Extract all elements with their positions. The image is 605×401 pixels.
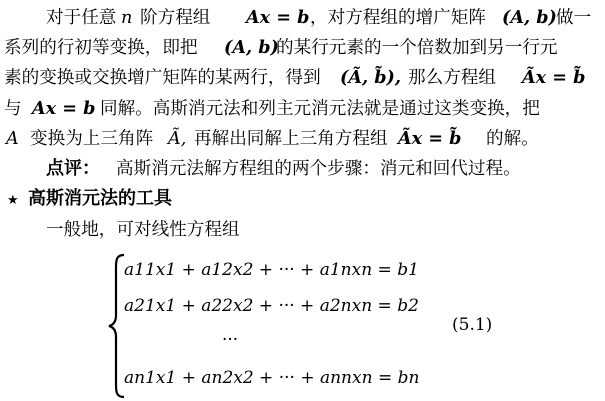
math-n: n xyxy=(121,8,133,28)
text-segment: 与 xyxy=(4,99,22,119)
remark-text: 高斯消元法解方程组的两个步骤：消元和回代过程。 xyxy=(116,159,521,179)
remark-label: 点评： xyxy=(46,158,100,179)
math-A-tilde: Ã, xyxy=(168,129,187,149)
math-A: A xyxy=(6,129,19,149)
text-segment: ，对方程组的增广矩阵 xyxy=(310,8,486,28)
math-equation: Ax = b xyxy=(246,7,310,28)
equation-row-2: a21x1 + a22x2 + ··· + a2nxn = b2 xyxy=(124,296,419,316)
equation-dots: ··· xyxy=(222,330,239,350)
math-matrix: (A, b) xyxy=(224,37,279,58)
text-segment: 素的变换或交换增广矩阵的某两行，得到 xyxy=(4,68,321,88)
text-segment: 做一 xyxy=(556,8,592,28)
equation-row-1: a11x1 + a12x2 + ··· + a1nxn = b1 xyxy=(124,260,419,280)
equation-number: (5.1) xyxy=(452,315,493,335)
star-bullet-icon: ★ xyxy=(7,193,19,208)
section-title: 高斯消元法的工具 xyxy=(28,188,172,209)
math-matrix: (A, b) xyxy=(502,7,557,28)
math-equation: Ax = b xyxy=(32,98,96,119)
equation-row-n: an1x1 + an2x2 + ··· + annxn = bn xyxy=(124,368,420,388)
math-equation: Ãx = b̃ xyxy=(522,67,586,88)
intro-text: 一般地，可对线性方程组 xyxy=(46,220,240,240)
text-segment: 系列的行初等变换，即把 xyxy=(4,38,198,58)
math-matrix: (Ã, b̃), xyxy=(340,67,401,88)
text-segment: 那么方程组 xyxy=(408,68,496,88)
text-segment: 再解出同解上三角方程组 xyxy=(194,129,388,149)
text-segment: 变换为上三角阵 xyxy=(30,129,154,149)
text-segment: 的某行元素的一个倍数加到另一行元 xyxy=(276,38,558,58)
text-segment: 的解。 xyxy=(486,129,539,149)
text-segment: 同解。高斯消元法和列主元消元法就是通过这类变换，把 xyxy=(100,99,540,119)
math-equation: Ãx = b̃ xyxy=(398,128,462,149)
text-segment: 对于任意 xyxy=(46,8,117,28)
text-segment: 阶方程组 xyxy=(140,8,211,28)
